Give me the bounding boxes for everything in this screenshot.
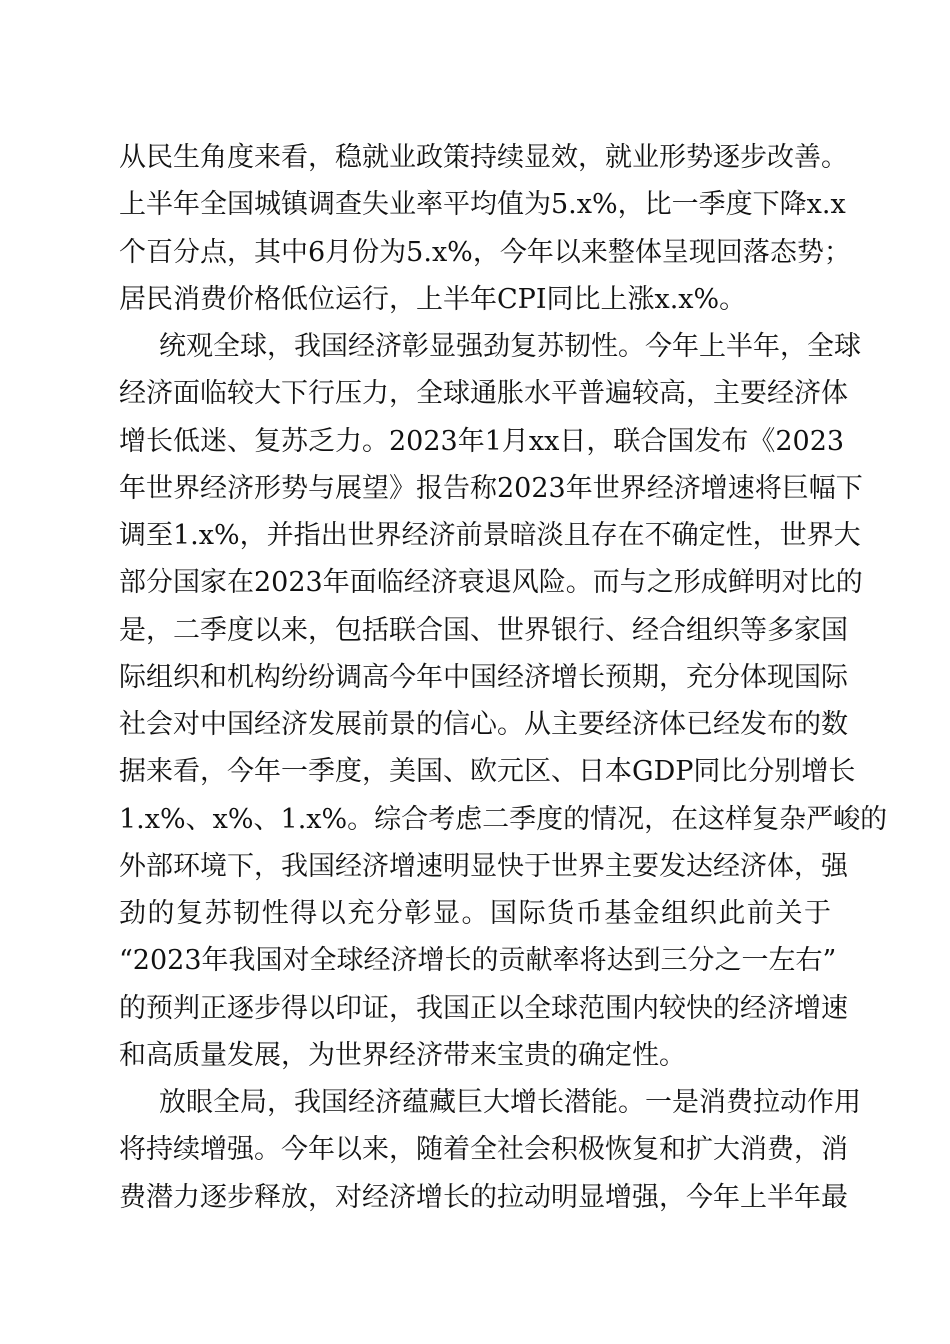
paragraph-2-line-12: 外部环境下，我国经济增速明显快于世界主要发达经济体，强 bbox=[119, 851, 848, 882]
paragraph-2-line-9: 社会对中国经济发展前景的信心。从主要经济体已经发布的数 bbox=[119, 709, 848, 740]
paragraph-1-line-4: 居民消费价格低位运行，上半年CPI同比上涨x.x%。 bbox=[119, 284, 747, 315]
paragraph-2-line-15: 的预判正逐步得以印证，我国正以全球范围内较快的经济增速 bbox=[119, 993, 848, 1024]
paragraph-2-line-10: 据来看，今年一季度，美国、欧元区、日本GDP同比分别增长 bbox=[119, 756, 856, 787]
paragraph-2-line-8: 际组织和机构纷纷调高今年中国经济增长预期，充分体现国际 bbox=[119, 662, 848, 693]
paragraph-2-line-4: 年世界经济形势与展望》报告称2023年世界经济增速将巨幅下 bbox=[119, 473, 863, 504]
paragraph-1-line-3: 个百分点，其中6月份为5.x%，今年以来整体呈现回落态势； bbox=[119, 237, 851, 268]
paragraph-1-line-2: 上半年全国城镇调查失业率平均值为5.x%，比一季度下降x.x bbox=[119, 189, 846, 220]
paragraph-2-line-1: 统观全球，我国经济彰显强劲复苏韧性。今年上半年，全球 bbox=[159, 331, 861, 362]
paragraph-2-line-3: 增长低迷、复苏乏力。2023年1月xx日，联合国发布《2023 bbox=[119, 426, 845, 457]
paragraph-2-line-6: 部分国家在2023年面临经济衰退风险。而与之形成鲜明对比的 bbox=[119, 567, 863, 598]
paragraph-2-line-11: 1.x%、x%、1.x%。综合考虑二季度的情况，在这样复杂严峻的 bbox=[119, 804, 888, 835]
paragraph-2-line-7: 是，二季度以来，包括联合国、世界银行、经合组织等多家国 bbox=[119, 615, 848, 646]
paragraph-2-line-2: 经济面临较大下行压力，全球通胀水平普遍较高，主要经济体 bbox=[119, 378, 848, 409]
paragraph-2-line-14: “2023年我国对全球经济增长的贡献率将达到三分之一左右” bbox=[119, 945, 837, 976]
paragraph-2-line-5: 调至1.x%，并指出世界经济前景暗淡且存在不确定性，世界大 bbox=[119, 520, 861, 551]
paragraph-3-line-2: 将持续增强。今年以来，随着全社会积极恢复和扩大消费，消 bbox=[119, 1134, 848, 1165]
paragraph-3-line-3: 费潜力逐步释放，对经济增长的拉动明显增强，今年上半年最 bbox=[119, 1182, 848, 1213]
paragraph-2-line-16: 和高质量发展，为世界经济带来宝贵的确定性。 bbox=[119, 1040, 686, 1071]
paragraph-1-line-1: 从民生角度来看，稳就业政策持续显效，就业形势逐步改善。 bbox=[119, 142, 848, 173]
paragraph-2-line-13: 劲的复苏韧性得以充分彰显。国际货币基金组织此前关于 bbox=[119, 898, 831, 929]
paragraph-3-line-1: 放眼全局，我国经济蕴藏巨大增长潜能。一是消费拉动作用 bbox=[159, 1087, 861, 1118]
